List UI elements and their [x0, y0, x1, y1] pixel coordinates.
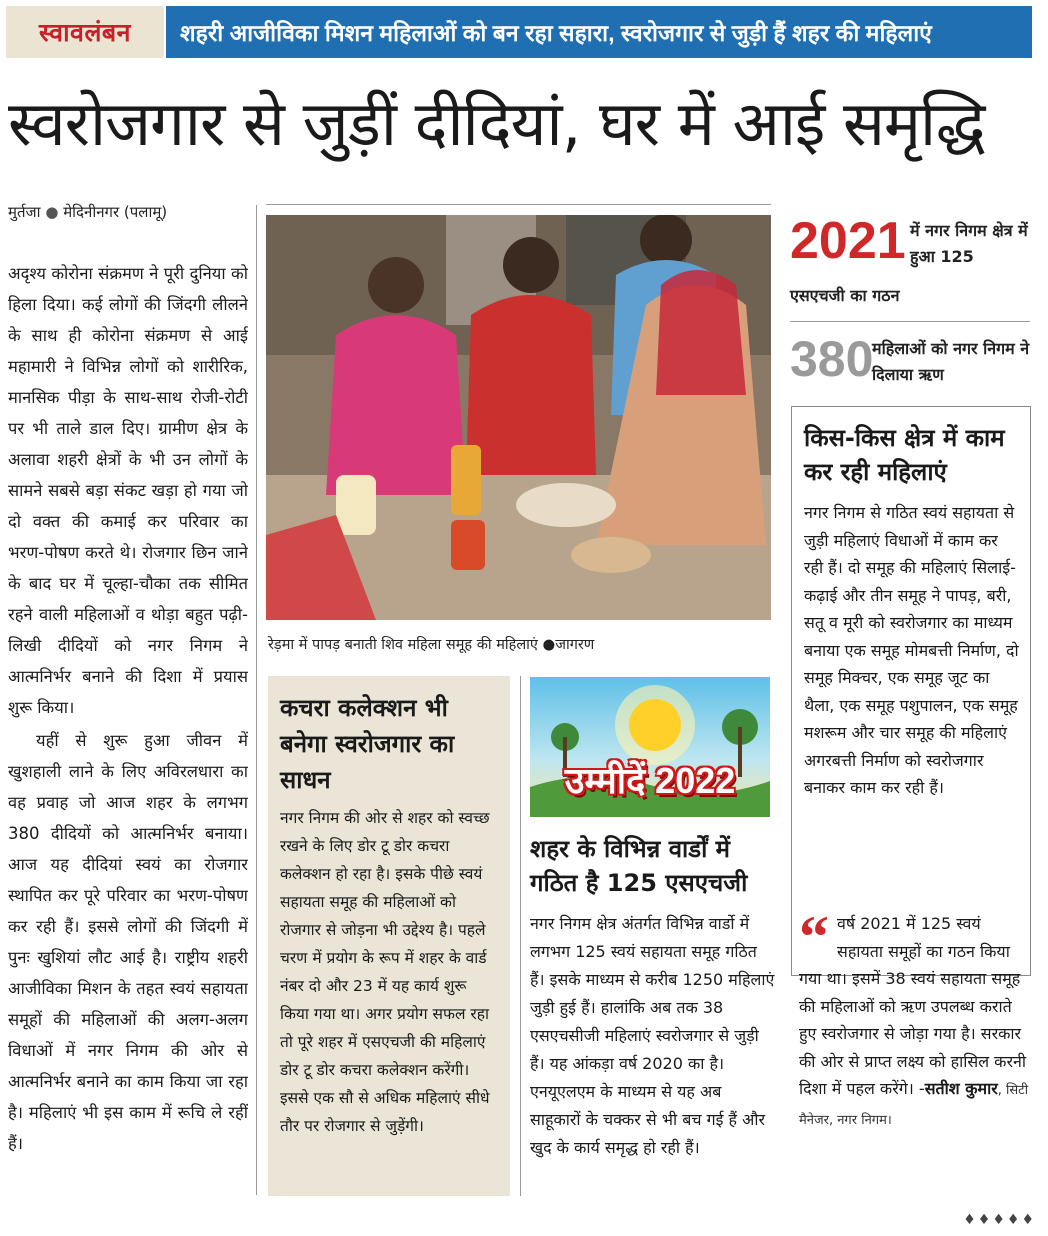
- news-photo: [266, 215, 771, 620]
- main-story: [8, 258, 248, 1198]
- headline: स्वरोजगार से जुड़ीं दीदियां, घर में आई समृद्धि: [8, 87, 985, 160]
- official-quote: [799, 904, 1029, 1134]
- women-making-papad-photo: [266, 215, 771, 620]
- wards-title: शहर के विभिन्न वार्डों में गठित है 125 एसएचजी: [530, 835, 748, 897]
- stat-divider: [790, 321, 1030, 322]
- stat-year-text: में नगर निगम क्षेत्र में हुआ 125: [910, 221, 1028, 266]
- garbage-collection-body: नगर निगम की ओर से शहर को स्वच्छ रखने के लिए डोर टू डोर कचरा कलेक्शन हो रहा है। इसके पीछे स्वयं सहायता समूह की महिलाओं को रोजगार से जोड़ना भी उद्देश्य है। पहले चरण में प्रयोग के रूप में शहर के वार्ड नंबर दो और 23 में यह कार्य शुरू किया गया था। अगर प्रयोग सफल रहा तो पूरे शहर में एसएचजी की महिलाएं डोर टू डोर कचरा कलेक्शन करेंगी। इससे एक सौ से अधिक महिलाएं सीधे तौर पर रोजगार से जुड़ेंगी।: [280, 809, 490, 1135]
- stat-count: 380: [790, 331, 874, 387]
- garbage-collection-box: [268, 676, 510, 1196]
- section-tag: स्वावलंबन: [6, 6, 164, 58]
- quote-author: सतीश कुमार: [924, 1079, 998, 1098]
- photo-credit: जागरण: [555, 637, 595, 653]
- work-areas-body: नगर निगम से गठित स्वयं सहायता से जुड़ी महिलाएं विधाओं में काम कर रही हैं। दो समूह की महिलाएं सिलाई-कढ़ाई और तीन समूह ने पापड़, बरी, सतू व मूरी को स्वरोजगार का माध्यम बनाया एक समूह मोमबत्ती निर्माण, दो समूह मिक्चर, एक समूह जूट का थैला, एक समूह पशुपालन, एक समूह मशरूम और चार समूह की महिलाएं अगरबत्ती निर्माण को स्वरोजगार बनाकर काम कर रही हैं।: [804, 503, 1019, 797]
- photo-caption: [268, 634, 773, 654]
- story-paragraph: यहीं से शुरू हुआ जीवन में खुशहाली लाने के लिए अविरलधारा का वह प्रवाह जो आज शहर के लगभग 380 दीदियों को आत्मनिर्भर बनाया। आज यह दीदियां स्वयं का रोजगार स्थापित कर पूरे परिवार का भरण-पोषण कर रही हैं। इससे लोगों की जिंदगी में पुनः खुशियां लौट आई है। राष्ट्रीय शहरी आजीविका मिशन के तहत स्वयं सहायता समूहों की महिलाओं की अलग-अलग विधाओं में नगर निगम की ओर से आत्मनिर्भर बनाने का काम किया जा रहा है। महिलाएं भी इस काम में रूचि ले रहीं हैं।: [8, 731, 248, 1153]
- stat-year: 2021: [790, 212, 906, 270]
- page-end-dots: ♦♦♦♦♦: [963, 1212, 1036, 1228]
- photo-top-rule: [266, 204, 771, 205]
- byline: [8, 202, 167, 222]
- stat-count-text: महिलाओं को नगर निगम ने दिलाया ऋण: [872, 339, 1030, 384]
- story-paragraph: अदृश्य कोरोना संक्रमण ने पूरी दुनिया को हिला दिया। कई लोगों की जिंदगी लीलने के साथ ही कोरोना संक्रमण से आई महामारी ने विभिन्न लोगों को शारीरिक, मानसिक पीड़ा के साथ-साथ रोजी-रोटी पर भी ताले डाल दिए। ग्रामीण क्षेत्र के अलावा शहरी क्षेत्रों के भी उन लोगों के सामने सबसे बड़ा संकट खड़ा हो गया जो दो वक्त की कमाई कर परिवार का भरण-पोषण करते थे। रोजगार छिन जाने के बाद घर में चूल्हा-चौका तक सीमित रहने वाली महिलाओं व थोड़ा बहुत पढ़ी-लिखी दीदियों को नगर निगम ने आत्मनिर्भर बनाने की दिशा में प्रयास शुरू किया।: [8, 264, 248, 717]
- work-areas-box: [791, 406, 1031, 976]
- wards-body: नगर निगम क्षेत्र अंतर्गत विभिन्न वार्डो में लगभग 125 स्वयं सहायता समूह गठित हैं। इसके माध्यम से करीब 1250 महिलाएं जुड़ी हुई हैं। हालांकि अब तक 38 एसएचसीजी महिलाएं स्वरोजगार से जुड़ी हैं। यह आंकड़ा वर्ष 2020 का है। एनयूएलएम के माध्यम से यह अब साहूकारों के चक्कर से भी बच गई हैं और खुद के कार्य समृद्ध हो रही हैं।: [530, 914, 775, 1157]
- column-divider: [256, 205, 257, 1195]
- section-tagline: शहरी आजीविका मिशन महिलाओं को बन रहा सहारा, स्वरोजगार से जुड़ी हैं शहर की महिलाएं: [166, 6, 1032, 58]
- byline-place: मेदिनीनगर (पलामू): [63, 203, 168, 221]
- quote-text: वर्ष 2021 में 125 स्वयं सहायता समूहों का गठन किया गया था। इसमें 38 स्वयं सहायता समूह की महिलाओं को ऋण उपलब्ध कराते हुए स्वरोजगार से जोड़ा गया है। सरकार की ओर से प्राप्त लक्ष्य को हासिल करनी दिशा में पहल करेंगे। -: [799, 914, 1027, 1098]
- column-divider: [520, 676, 521, 1196]
- quote-mark-icon: “: [799, 904, 829, 970]
- wards-story: [530, 832, 775, 1162]
- section-strip: [6, 6, 1032, 58]
- stat-year-text-2: एसएचजी का गठन: [790, 286, 900, 305]
- banner-title: उम्मीदें 2022: [564, 760, 736, 801]
- bullet-icon: ●: [45, 203, 59, 221]
- bullet-icon: ●: [542, 637, 556, 653]
- stat-380: [790, 330, 1030, 400]
- hopes-2022-banner: [530, 677, 770, 817]
- byline-author: मुर्तजा: [8, 203, 41, 221]
- quote-author-role: , सिटी मैनेजर, नगर निगम।: [799, 1083, 1029, 1128]
- garbage-collection-title: कचरा कलेक्शन भी बनेगा स्वरोजगार का साधन: [280, 694, 455, 794]
- stat-2021: [790, 212, 1030, 317]
- work-areas-title: किस-किस क्षेत्र में काम कर रही महिलाएं: [804, 424, 1005, 486]
- caption-text: रेड़मा में पापड़ बनाती शिव महिला समूह की महिलाएं: [268, 637, 538, 653]
